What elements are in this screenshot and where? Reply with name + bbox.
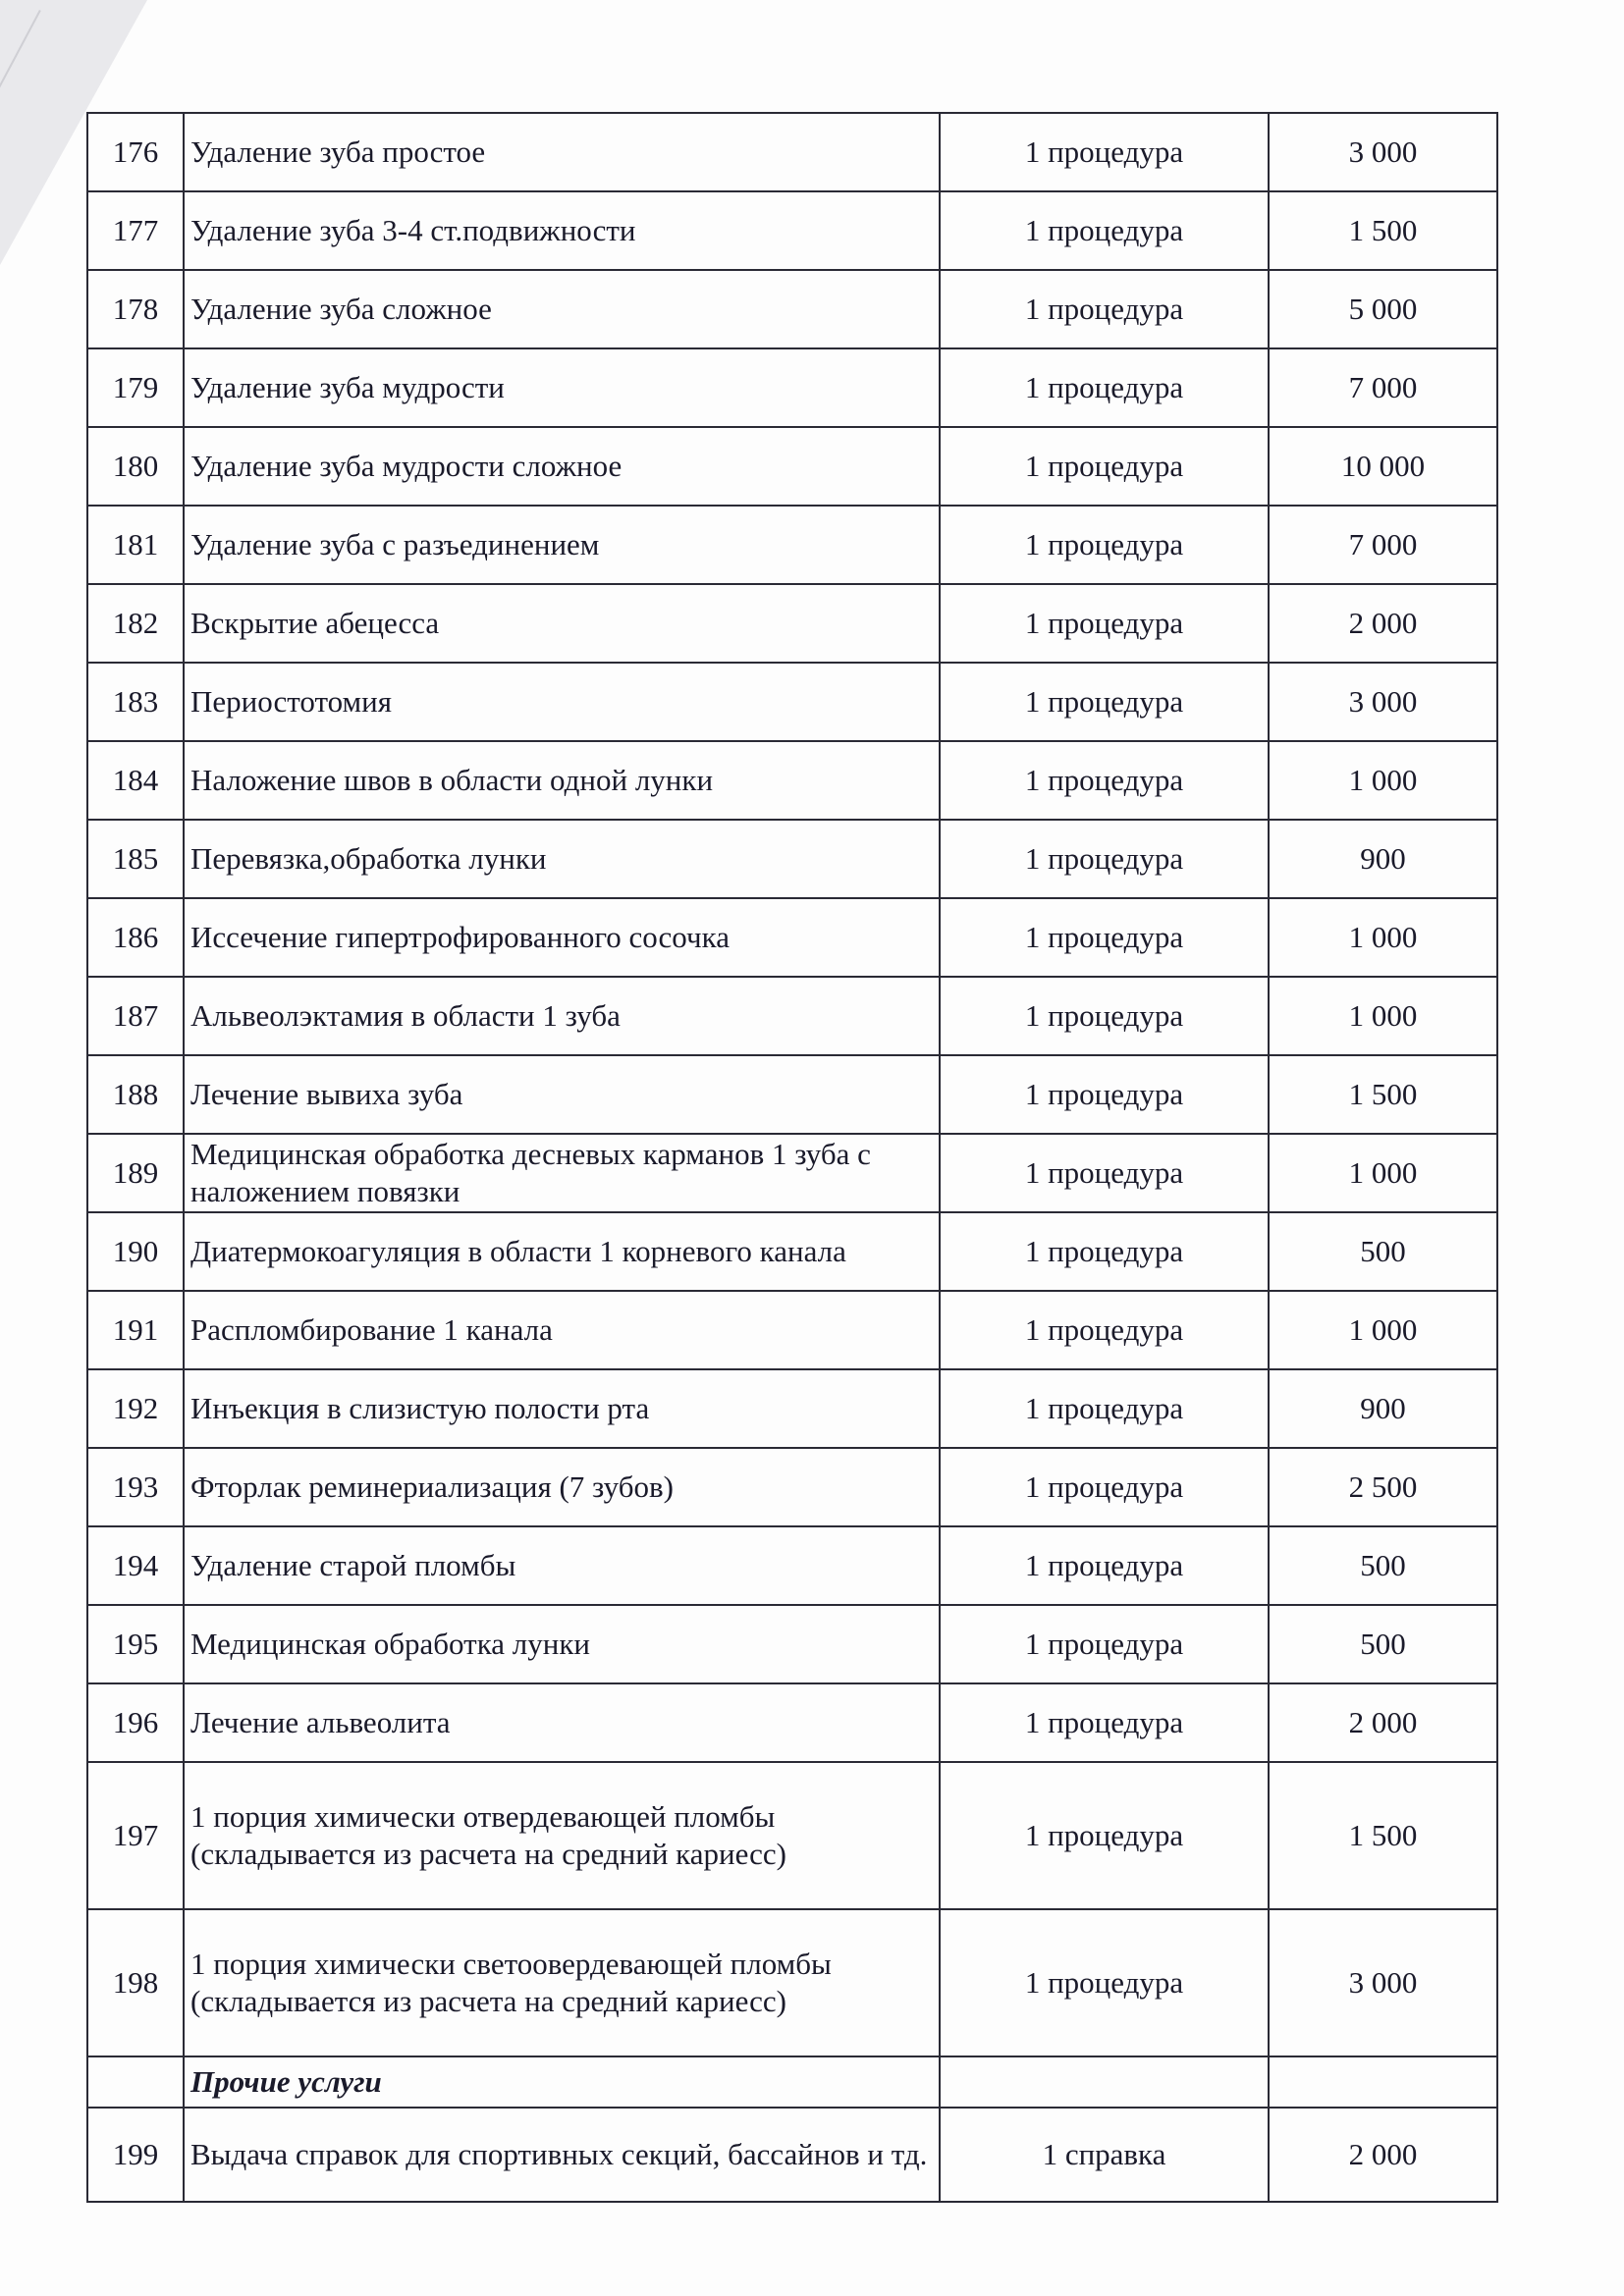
row-number: 177 — [87, 191, 184, 270]
service-price: 500 — [1269, 1526, 1497, 1605]
service-unit: 1 процедура — [940, 741, 1269, 820]
service-name: Удаление зуба простое — [184, 113, 940, 191]
table-row — [87, 1683, 1497, 1762]
table-row — [87, 741, 1497, 820]
row-number: 180 — [87, 427, 184, 506]
table-row — [87, 270, 1497, 348]
table-row — [87, 820, 1497, 898]
table-row — [87, 898, 1497, 977]
service-unit: 1 процедура — [940, 1291, 1269, 1369]
service-unit: 1 процедура — [940, 1055, 1269, 1134]
table-row — [87, 1212, 1497, 1291]
service-unit: 1 процедура — [940, 898, 1269, 977]
price-table — [86, 112, 1498, 2203]
service-price: 2 000 — [1269, 1683, 1497, 1762]
service-price: 1 500 — [1269, 191, 1497, 270]
row-number: 182 — [87, 584, 184, 663]
service-price: 3 000 — [1269, 663, 1497, 741]
section-title: Прочие услуги — [184, 2056, 940, 2108]
service-price: 3 000 — [1269, 1909, 1497, 2056]
table-row — [87, 584, 1497, 663]
row-number: 187 — [87, 977, 184, 1055]
row-number: 188 — [87, 1055, 184, 1134]
service-name: Периостотомия — [184, 663, 940, 741]
row-number: 195 — [87, 1605, 184, 1683]
service-name: Инъекция в слизистую полости рта — [184, 1369, 940, 1448]
service-price: 5 000 — [1269, 270, 1497, 348]
service-price: 500 — [1269, 1212, 1497, 1291]
service-price: 1 000 — [1269, 898, 1497, 977]
service-unit: 1 процедура — [940, 1526, 1269, 1605]
service-unit: 1 процедура — [940, 1909, 1269, 2056]
row-number: 179 — [87, 348, 184, 427]
service-price: 2 000 — [1269, 584, 1497, 663]
row-number: 178 — [87, 270, 184, 348]
service-name: Удаление зуба с разъединением — [184, 506, 940, 584]
service-name: Удаление зуба мудрости — [184, 348, 940, 427]
service-name: Удаление зуба 3-4 ст.подвижности — [184, 191, 940, 270]
service-name: Медицинская обработка десневых карманов 1 зуба с наложением повязки — [184, 1134, 940, 1212]
service-name: Наложение швов в области одной лунки — [184, 741, 940, 820]
service-price: 10 000 — [1269, 427, 1497, 506]
service-price: 500 — [1269, 1605, 1497, 1683]
service-price: 7 000 — [1269, 348, 1497, 427]
service-price: 1 000 — [1269, 977, 1497, 1055]
service-unit: 1 процедура — [940, 663, 1269, 741]
row-number: 191 — [87, 1291, 184, 1369]
service-unit: 1 процедура — [940, 584, 1269, 663]
table-row — [87, 1448, 1497, 1526]
row-number: 196 — [87, 1683, 184, 1762]
service-price: 2 500 — [1269, 1448, 1497, 1526]
service-name: Фторлак реминериализация (7 зубов) — [184, 1448, 940, 1526]
table-row — [87, 348, 1497, 427]
service-unit: 1 процедура — [940, 270, 1269, 348]
service-unit: 1 процедура — [940, 1683, 1269, 1762]
service-price: 2 000 — [1269, 2108, 1497, 2202]
service-name: Диатермокоагуляция в области 1 корневого канала — [184, 1212, 940, 1291]
service-unit: 1 процедура — [940, 1212, 1269, 1291]
row-number: 181 — [87, 506, 184, 584]
service-name: Выдача справок для спортивных секций, бассайнов и тд. — [184, 2108, 940, 2202]
service-name: Лечение вывиха зуба — [184, 1055, 940, 1134]
row-number: 197 — [87, 1762, 184, 1909]
service-unit: 1 процедура — [940, 506, 1269, 584]
section-number-empty — [87, 2056, 184, 2108]
row-number: 192 — [87, 1369, 184, 1448]
service-name: Лечение альвеолита — [184, 1683, 940, 1762]
service-unit: 1 процедура — [940, 1448, 1269, 1526]
row-number: 190 — [87, 1212, 184, 1291]
service-price: 3 000 — [1269, 113, 1497, 191]
service-unit: 1 процедура — [940, 820, 1269, 898]
table-row — [87, 1605, 1497, 1683]
service-unit: 1 справка — [940, 2108, 1269, 2202]
service-price: 1 000 — [1269, 1134, 1497, 1212]
service-unit: 1 процедура — [940, 427, 1269, 506]
service-name: Удаление зуба мудрости сложное — [184, 427, 940, 506]
service-price: 900 — [1269, 1369, 1497, 1448]
row-number: 183 — [87, 663, 184, 741]
row-number: 176 — [87, 113, 184, 191]
section-unit-empty — [940, 2056, 1269, 2108]
row-number: 189 — [87, 1134, 184, 1212]
table-row — [87, 1909, 1497, 2056]
service-unit: 1 процедура — [940, 348, 1269, 427]
table-row — [87, 663, 1497, 741]
service-price: 900 — [1269, 820, 1497, 898]
row-number: 185 — [87, 820, 184, 898]
table-row — [87, 1055, 1497, 1134]
row-number: 184 — [87, 741, 184, 820]
row-number: 198 — [87, 1909, 184, 2056]
service-price: 1 500 — [1269, 1762, 1497, 1909]
service-name: Вскрытие абецесса — [184, 584, 940, 663]
section-price-empty — [1269, 2056, 1497, 2108]
row-number: 194 — [87, 1526, 184, 1605]
service-name: Альвеолэктамия в области 1 зуба — [184, 977, 940, 1055]
section-row — [87, 2056, 1497, 2108]
table-row — [87, 191, 1497, 270]
table-row — [87, 1291, 1497, 1369]
table-row — [87, 427, 1497, 506]
table-row — [87, 1762, 1497, 1909]
service-name: Перевязка,обработка лунки — [184, 820, 940, 898]
service-price: 1 000 — [1269, 1291, 1497, 1369]
service-name: Иссечение гипертрофированного сосочка — [184, 898, 940, 977]
service-unit: 1 процедура — [940, 113, 1269, 191]
service-price: 7 000 — [1269, 506, 1497, 584]
row-number: 199 — [87, 2108, 184, 2202]
table-row — [87, 1526, 1497, 1605]
table-row — [87, 2108, 1497, 2202]
service-price: 1 500 — [1269, 1055, 1497, 1134]
service-name: Распломбирование 1 канала — [184, 1291, 940, 1369]
table-row — [87, 113, 1497, 191]
service-unit: 1 процедура — [940, 191, 1269, 270]
row-number: 186 — [87, 898, 184, 977]
table-row — [87, 1369, 1497, 1448]
service-unit: 1 процедура — [940, 1762, 1269, 1909]
service-unit: 1 процедура — [940, 1369, 1269, 1448]
service-unit: 1 процедура — [940, 1605, 1269, 1683]
service-unit: 1 процедура — [940, 1134, 1269, 1212]
service-name: 1 порция химически светоовердевающей пломбы (складывается из расчета на средний кариесс) — [184, 1909, 940, 2056]
service-name: Медицинская обработка лунки — [184, 1605, 940, 1683]
service-name: Удаление зуба сложное — [184, 270, 940, 348]
table-row — [87, 977, 1497, 1055]
table-row — [87, 1134, 1497, 1212]
row-number: 193 — [87, 1448, 184, 1526]
table-row — [87, 506, 1497, 584]
service-name: Удаление старой пломбы — [184, 1526, 940, 1605]
service-name: 1 порция химически отвердевающей пломбы (складывается из расчета на средний кариесс) — [184, 1762, 940, 1909]
service-price: 1 000 — [1269, 741, 1497, 820]
service-unit: 1 процедура — [940, 977, 1269, 1055]
